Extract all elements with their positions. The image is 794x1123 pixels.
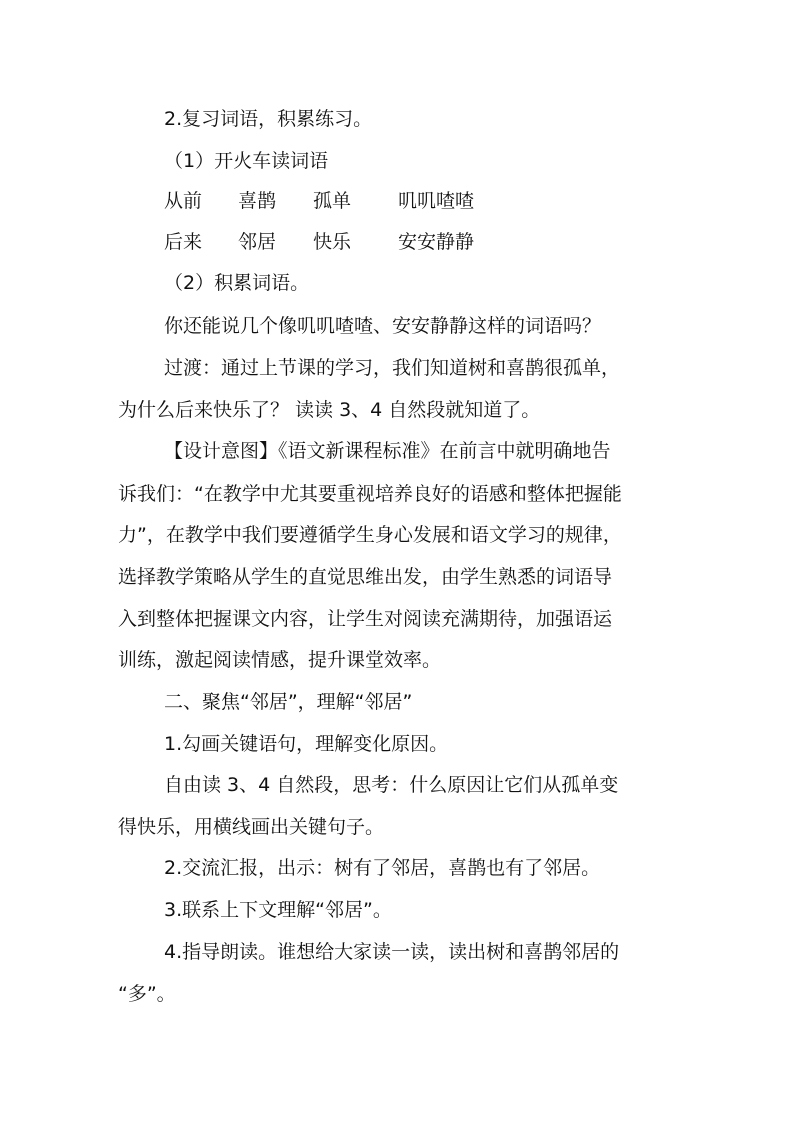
word-cell: 后来 xyxy=(164,231,203,253)
question-line: 你还能说几个像叽叽喳喳、安安静静这样的词语吗？ xyxy=(164,315,602,337)
item-4-line: 4.指导朗读。谁想给大家读一读，读出树和喜鹊邻居的 xyxy=(164,941,620,963)
step1-heading: （1）开火车读词语 xyxy=(164,150,329,172)
item-1-detail-line: 得快乐，用横线画出关键句子。 xyxy=(118,816,385,838)
design-intent-line: 诉我们：“在教学中尤其要重视培养良好的语感和整体把握能 xyxy=(118,483,622,505)
item-3: 3.联系上下文理解“邻居”。 xyxy=(164,899,392,921)
design-intent-line: 力”，在教学中我们要遵循学生身心发展和语文学习的规律， xyxy=(118,524,622,546)
step2-heading: （2）积累词语。 xyxy=(164,272,310,294)
word-cell: 从前 xyxy=(164,190,203,212)
design-intent-line: 训练，激起阅读情感，提升课堂效率。 xyxy=(118,649,442,671)
word-row-2 xyxy=(0,229,794,255)
word-cell: 安安静静 xyxy=(398,231,475,253)
item-2: 2.交流汇报，出示：树有了邻居，喜鹊也有了邻居。 xyxy=(164,857,601,879)
word-cell: 喜鹊 xyxy=(238,190,277,212)
word-cell: 邻居 xyxy=(238,231,277,253)
transition-line: 过渡：通过上节课的学习，我们知道树和喜鹊很孤单， xyxy=(164,357,621,379)
review-heading: 2.复习词语，积累练习。 xyxy=(164,108,373,130)
item-4-line: “多”。 xyxy=(118,983,176,1005)
word-cell: 孤单 xyxy=(313,190,352,212)
item-1: 1.勾画关键语句，理解变化原因。 xyxy=(164,733,449,755)
design-intent-line: 入到整体把握课文内容，让学生对阅读充满期待，加强语运 xyxy=(118,608,613,630)
transition-line: 为什么后来快乐了？ 读读 3、4 自然段就知道了。 xyxy=(118,399,541,421)
section2-heading: 二、聚焦“邻居”，理解“邻居” xyxy=(164,691,413,713)
design-intent-line: 【设计意图】《语文新课程标准》在前言中就明确地告 xyxy=(164,440,611,462)
word-cell: 快乐 xyxy=(313,231,352,253)
design-intent-line: 选择教学策略从学生的直觉思维出发，由学生熟悉的词语导 xyxy=(118,566,613,588)
word-cell: 叽叽喳喳 xyxy=(398,190,475,212)
word-row-1 xyxy=(0,188,794,214)
item-1-detail-line: 自由读 3、4 自然段，思考：什么原因让它们从孤单变 xyxy=(164,774,619,796)
